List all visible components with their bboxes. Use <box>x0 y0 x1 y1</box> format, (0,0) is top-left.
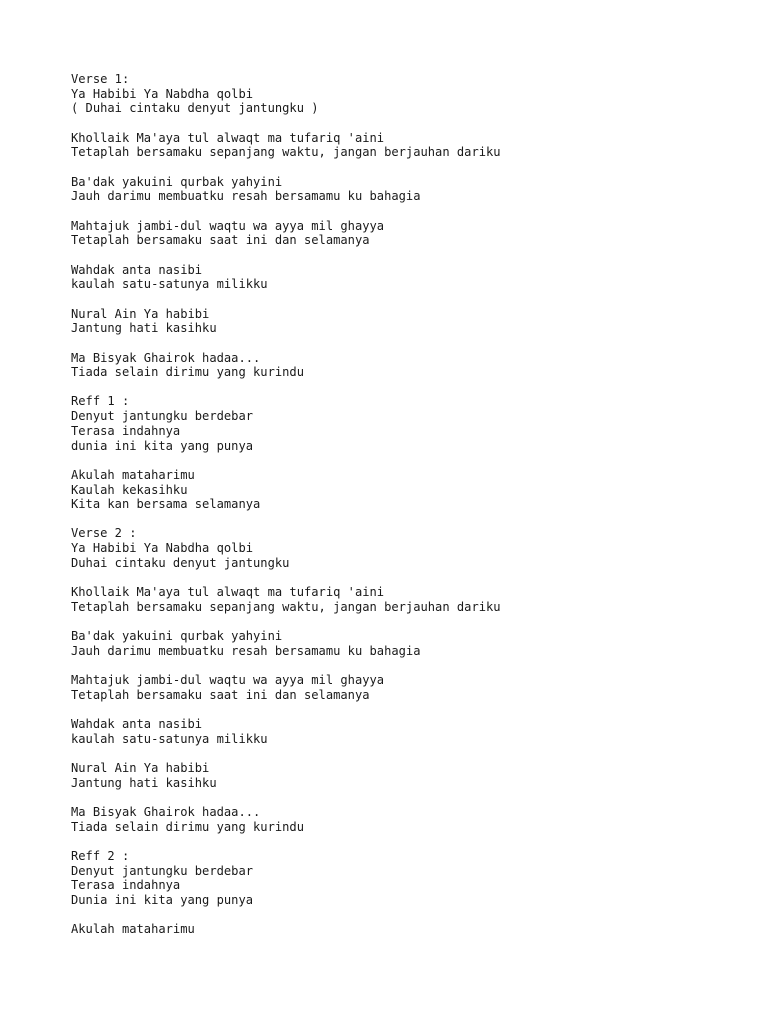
stanza <box>71 394 751 453</box>
lyric-line: Jauh darimu membuatku resah bersamamu ku bahagia <box>71 189 421 204</box>
lyric-line: Tetaplah bersamaku sepanjang waktu, jangan berjauhan dariku <box>71 599 501 614</box>
stanza <box>71 805 751 834</box>
lyrics-document <box>71 72 751 952</box>
lyric-line: Verse 2 : <box>71 526 137 541</box>
lyric-line: Wahdak anta nasibi <box>71 262 203 277</box>
lyric-line: Denyut jantungku berdebar <box>71 409 254 424</box>
lyric-line: Ba'dak yakuini qurbak yahyini <box>71 174 283 189</box>
lyric-line: Reff 2 : <box>71 848 130 863</box>
stanza <box>71 219 751 248</box>
stanza <box>71 72 751 116</box>
stanza <box>71 263 751 292</box>
stanza <box>71 585 751 614</box>
lyric-line: Terasa indahnya <box>71 423 181 438</box>
lyric-line: Mahtajuk jambi-dul waqtu wa ayya mil ghayya <box>71 673 385 688</box>
lyric-line: Reff 1 : <box>71 394 130 409</box>
lyric-line: Tetaplah bersamaku sepanjang waktu, jangan berjauhan dariku <box>71 145 501 160</box>
lyric-line: Khollaik Ma'aya tul alwaqt ma tufariq 'aini <box>71 585 385 600</box>
stanza <box>71 526 751 570</box>
lyric-line: kaulah satu-satunya milikku <box>71 277 268 292</box>
lyric-line: Akulah mataharimu <box>71 922 195 937</box>
stanza <box>71 175 751 204</box>
stanza <box>71 849 751 908</box>
lyric-line: Terasa indahnya <box>71 878 181 893</box>
lyric-line: Ba'dak yakuini qurbak yahyini <box>71 629 283 644</box>
lyric-line: Jauh darimu membuatku resah bersamamu ku bahagia <box>71 643 421 658</box>
stanza <box>71 717 751 746</box>
lyric-line: Duhai cintaku denyut jantungku <box>71 555 290 570</box>
stanza <box>71 307 751 336</box>
lyric-line: dunia ini kita yang punya <box>71 438 254 453</box>
stanza <box>71 922 751 937</box>
lyric-line: Ma Bisyak Ghairok hadaa... <box>71 804 261 819</box>
lyric-line: Tiada selain dirimu yang kurindu <box>71 819 304 834</box>
lyric-line: Ya Habibi Ya Nabdha qolbi <box>71 86 254 101</box>
lyric-line: kaulah satu-satunya milikku <box>71 731 268 746</box>
lyric-line: Ma Bisyak Ghairok hadaa... <box>71 350 261 365</box>
lyric-line: Kaulah kekasihku <box>71 482 188 497</box>
lyric-line: Dunia ini kita yang punya <box>71 893 254 907</box>
lyric-line: Tetaplah bersamaku saat ini dan selamanya <box>71 687 370 702</box>
lyric-line: Khollaik Ma'aya tul alwaqt ma tufariq 'aini <box>71 130 385 145</box>
lyric-line: Mahtajuk jambi-dul waqtu wa ayya mil ghayya <box>71 218 385 233</box>
lyric-line: Ya Habibi Ya Nabdha qolbi <box>71 541 254 556</box>
lyric-line: ( Duhai cintaku denyut jantungku ) <box>71 101 319 116</box>
lyric-line: Tetaplah bersamaku saat ini dan selamanya <box>71 233 370 248</box>
stanza <box>71 761 751 790</box>
stanza <box>71 629 751 658</box>
lyric-line: Jantung hati kasihku <box>71 321 217 336</box>
stanza <box>71 131 751 160</box>
lyric-line: Verse 1: <box>71 72 130 86</box>
stanza <box>71 673 751 702</box>
stanza <box>71 351 751 380</box>
lyric-line: Kita kan bersama selamanya <box>71 497 261 512</box>
lyric-line: Akulah mataharimu <box>71 467 195 482</box>
lyric-line: Wahdak anta nasibi <box>71 717 203 732</box>
lyric-line: Tiada selain dirimu yang kurindu <box>71 365 304 380</box>
lyric-line: Denyut jantungku berdebar <box>71 863 254 878</box>
lyric-line: Nural Ain Ya habibi <box>71 306 210 321</box>
lyric-line: Nural Ain Ya habibi <box>71 761 210 775</box>
lyric-line: Jantung hati kasihku <box>71 775 217 790</box>
stanza <box>71 468 751 512</box>
